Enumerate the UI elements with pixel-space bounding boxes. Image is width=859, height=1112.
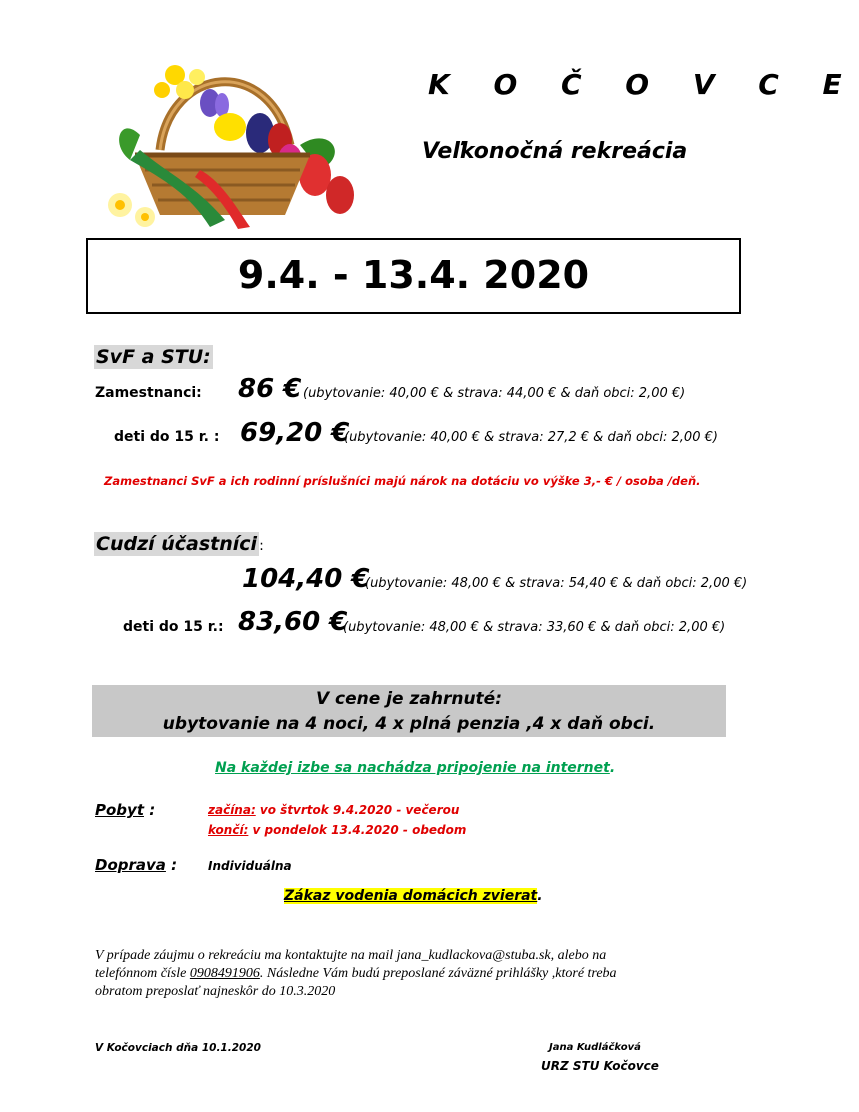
employees-label: Zamestnanci: — [95, 385, 202, 401]
subsidy-note: Zamestnanci SvF a ich rodinní príslušníci majú nárok na dotáciu vo výške 3,- € / osoba /deň. — [104, 474, 701, 488]
page-subtitle: Veľkonočná rekreácia — [422, 139, 688, 164]
contact-phone[interactable]: 0908491906 — [189, 966, 260, 981]
stay-label-colon: : — [143, 801, 156, 819]
contact-line-2-prefix: telefónnom čísle — [95, 966, 190, 981]
contact-line-2 — [95, 965, 617, 983]
event-dates: 9.4. - 13.4. 2020 — [237, 253, 590, 297]
transport-label: Doprava — [95, 856, 166, 874]
stay-start-key: začína: — [208, 803, 256, 817]
contact-line-3: obratom preposlať najneskôr do 10.3.2020 — [95, 984, 336, 999]
foreign-heading: Cudzí účastníci — [96, 533, 258, 555]
stay-label: Pobyt — [95, 801, 144, 819]
foreign-heading-colon: : — [259, 538, 264, 554]
internet-note: Na každej izbe sa nachádza pripojenie na internet — [215, 760, 610, 776]
transport-label-colon: : — [165, 856, 178, 874]
transport-value: Individuálna — [208, 859, 292, 873]
stay-end-value: v pondelok 13.4.2020 - obedom — [248, 823, 467, 837]
stay-start-value: vo štvrtok 9.4.2020 - večerou — [255, 803, 460, 817]
employees-price: 86 € — [238, 374, 302, 404]
foreign-adult-price: 104,40 € — [242, 564, 370, 594]
contact-line-1: V prípade záujmu o rekreáciu ma kontaktujte na mail jana_kudlackova@stuba.sk, alebo na — [95, 948, 607, 963]
svf-children-price: 69,20 € — [240, 418, 350, 448]
pets-note: Zákaz vodenia domácich zvierat — [284, 888, 538, 904]
pets-row — [284, 888, 543, 904]
pets-dot: . — [537, 888, 543, 904]
included-details: ubytovanie na 4 noci, 4 x plná penzia ,4 x daň obci. — [162, 714, 656, 734]
footer-name: Jana Kudláčková — [549, 1042, 641, 1053]
internet-note-row — [215, 760, 615, 776]
svf-children-label: deti do 15 r. : — [114, 429, 220, 445]
contact-block — [95, 947, 617, 1001]
foreign-heading-row — [94, 533, 264, 555]
date-box — [86, 238, 741, 314]
employees-detail: (ubytovanie: 40,00 € & strava: 44,00 € & daň obci: 2,00 €) — [303, 386, 686, 401]
easter-basket-image — [100, 55, 365, 230]
internet-note-dot: . — [609, 760, 616, 776]
included-box — [92, 685, 726, 737]
stay-start-row — [208, 803, 459, 817]
contact-line-2-suffix: . Následne Vám budú preposlané záväzné prihlášky ,ktoré treba — [259, 966, 617, 981]
stay-end-key: končí: — [208, 823, 249, 837]
stay-end-row — [208, 823, 466, 837]
transport-label-row — [95, 856, 177, 874]
svf-heading: SvF a STU: — [96, 346, 211, 368]
foreign-children-detail: (ubytovanie: 48,00 € & strava: 33,60 € & daň obci: 2,00 €) — [343, 620, 726, 635]
footer-place-date: V Kočovciach dňa 10.1.2020 — [95, 1042, 261, 1054]
footer-org: URZ STU Kočovce — [541, 1059, 659, 1073]
svf-children-detail: (ubytovanie: 40,00 € & strava: 27,2 € & daň obci: 2,00 €) — [344, 430, 718, 445]
page-title: K O Č O V C E — [428, 68, 859, 101]
foreign-adult-detail: (ubytovanie: 48,00 € & strava: 54,40 € & daň obci: 2,00 €) — [365, 576, 748, 591]
foreign-children-label: deti do 15 r.: — [123, 619, 224, 635]
included-heading: V cene je zahrnuté: — [315, 689, 503, 709]
stay-label-row — [95, 801, 155, 819]
foreign-children-price: 83,60 € — [238, 607, 348, 637]
